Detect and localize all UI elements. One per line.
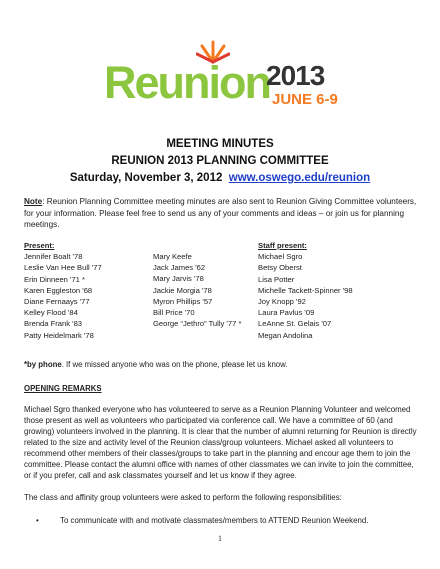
staff-member: Joy Knopp '92	[258, 297, 306, 307]
attendee: Mary Keefe	[153, 252, 192, 261]
attendee: Kelley Flood '84	[24, 308, 78, 318]
document-title: MEETING MINUTES	[166, 138, 274, 150]
bullet-text: To communicate with and motivate classmates/members to ATTEND Reunion Weekend.	[60, 516, 369, 525]
bullet-item	[24, 515, 368, 527]
attendee: Jack James '62	[153, 263, 206, 273]
staff-member: Betsy Oberst	[258, 263, 302, 273]
staff-column	[258, 240, 353, 341]
bullet-icon: •	[36, 516, 39, 525]
reunion-url-link[interactable]: www.oswego.edu/reunion	[228, 172, 371, 184]
attendee: Mary Jarvis '78	[153, 274, 204, 284]
staff-heading: Staff present:	[258, 241, 307, 250]
by-phone-label: *by phone	[24, 360, 62, 369]
meeting-date-line	[0, 172, 440, 184]
note-label: Note	[24, 197, 43, 206]
attendee: Karen Eggleston '68	[24, 285, 93, 295]
opening-paragraph: Michael Sgro thanked everyone who has volunteered to serve as a Reunion Planning Volunteer and welcomed those present as well as volunteers who participated via conference call. We have a committee of 60 (and growing) volunteers involved in the planning. It is clear that the number of alumni returning for Reunion is directly related to the size and activity level of the Reunion class/group volunteers. Michael asked all volunteers to recommend other members of their classes/groups to take part in the planning and encour age them to join the committee. Please contact the alumni office with names of other classmates we can invite to join the committee, or if you prefer, call and ask classmates yourself and let us know if they agree.	[24, 405, 417, 480]
note-paragraph	[24, 196, 424, 231]
by-phone-text: . If we missed anyone who was on the phone, please let us know.	[61, 360, 288, 369]
committee-title: REUNION 2013 PLANNING COMMITTEE	[111, 155, 329, 167]
present-column-2	[153, 251, 241, 329]
meeting-date: Saturday, November 3, 2012	[69, 172, 223, 184]
responsibilities-intro: The class and affinity group volunteers were asked to perform the following responsibilities:	[24, 493, 342, 502]
staff-member: Michael Sgro	[258, 252, 303, 262]
attendee: Jackie Morgia '78	[153, 285, 212, 295]
opening-remarks-heading: OPENING REMARKS	[24, 384, 102, 393]
logo-year: 2013	[266, 60, 325, 91]
attendee: Patty Heidelmark '78	[24, 330, 94, 340]
present-heading: Present:	[24, 241, 55, 250]
staff-member: LeAnne St. Gelais '07	[258, 319, 332, 329]
note-text: : Reunion Planning Committee meeting minutes are also sent to Reunion Giving Committee volunteers, for your information. Please feel free to send us any of your comments and ideas – or join us for planning meetings.	[24, 197, 417, 229]
attendee: Bill Price '70	[153, 308, 195, 318]
by-phone-note	[24, 359, 288, 371]
staff-member: Laura Pavlus '09	[258, 308, 315, 318]
attendee: Myron Phillips '57	[153, 296, 213, 306]
staff-member: Michelle Tackett-Spinner '98	[258, 285, 353, 295]
attendee: George “Jethro” Tully '77 *	[153, 319, 242, 329]
staff-member: Megan Andolina	[258, 330, 313, 340]
attendee: Leslie Van Hee Bull '77	[24, 263, 102, 273]
attendee: Jennifer Boalt '78	[24, 252, 83, 262]
attendee: Diane Fernaays '77	[24, 297, 90, 307]
page-number: 1	[218, 534, 222, 543]
logo-word: Reunion	[104, 57, 270, 108]
staff-member: Lisa Potter	[258, 274, 295, 284]
reunion-logo	[104, 34, 340, 114]
logo-dates: JUNE 6-9	[272, 91, 338, 108]
attendee: Erin Dinneen '71 *	[24, 274, 85, 284]
attendee: Brenda Frank '83	[24, 319, 83, 329]
present-column	[24, 240, 102, 341]
